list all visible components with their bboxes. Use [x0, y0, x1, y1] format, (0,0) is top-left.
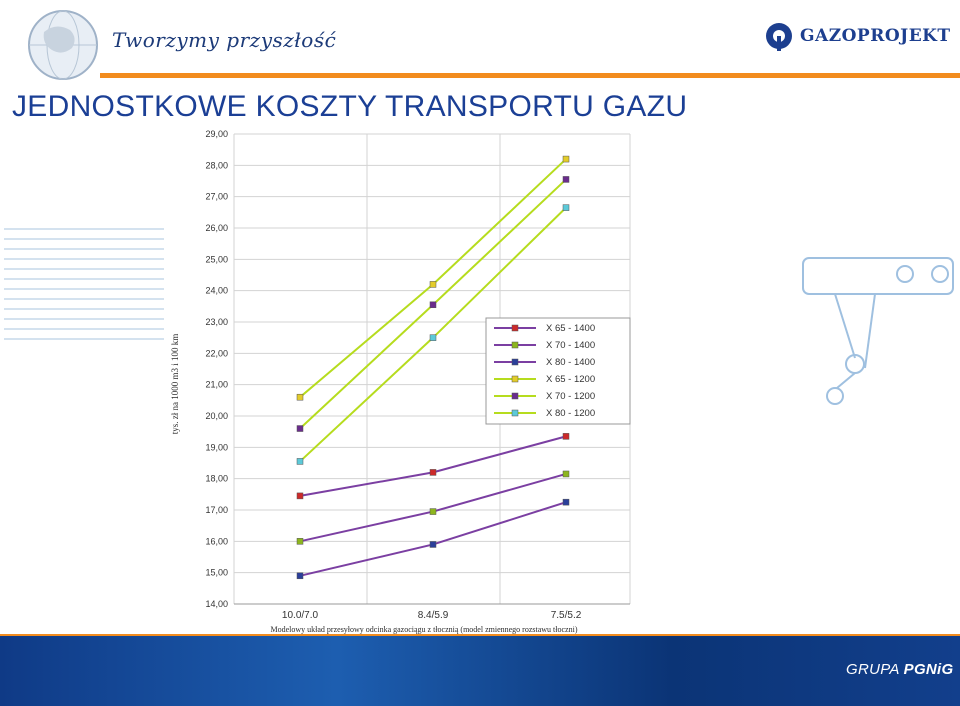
- data-point: [430, 469, 436, 475]
- decorative-stripes: [4, 225, 164, 345]
- y-tick-label: 20,00: [205, 411, 228, 421]
- cost-line-chart: [164, 124, 634, 636]
- y-tick-label: 16,00: [205, 536, 228, 547]
- data-point: [563, 176, 569, 182]
- legend-label: X 80 - 1200: [546, 408, 596, 419]
- data-point: [430, 509, 436, 515]
- data-point: [563, 156, 569, 162]
- data-point: [297, 458, 303, 464]
- legend-label: X 70 - 1200: [546, 391, 596, 402]
- y-tick-label: 17,00: [205, 505, 228, 515]
- series-line: [300, 474, 566, 541]
- gazoprojekt-mark-icon: [764, 19, 794, 53]
- legend-label: X 70 - 1400: [546, 340, 596, 351]
- y-tick-label: 24,00: [205, 285, 228, 296]
- y-tick-label: 14,00: [205, 599, 228, 609]
- data-point: [297, 426, 303, 432]
- chart-legend: [486, 318, 630, 424]
- globe-logo-icon: [26, 8, 100, 82]
- x-tick-label: 10.0/7.0: [281, 610, 319, 621]
- page-title: JEDNOSTKOWE KOSZTY TRANSPORTU GAZU: [12, 90, 688, 123]
- legend-swatch-marker: [512, 359, 518, 365]
- data-point: [297, 493, 303, 499]
- y-tick-label: 19,00: [205, 442, 228, 453]
- gazoprojekt-logo: [764, 18, 951, 54]
- x-axis-ticks: [282, 610, 582, 621]
- header-bar: [0, 0, 960, 80]
- footer-band: [0, 636, 960, 706]
- data-point: [430, 281, 436, 287]
- pgnig-prefix: GRUPA: [846, 661, 904, 678]
- legend-label: X 65 - 1400: [546, 323, 596, 334]
- y-tick-label: 28,00: [205, 160, 228, 171]
- data-point: [297, 573, 303, 579]
- data-point: [430, 302, 436, 308]
- y-axis-ticks: [205, 129, 228, 609]
- slogan-text: Tworzymy przyszłość: [112, 28, 337, 52]
- y-tick-label: 27,00: [205, 191, 228, 202]
- legend-swatch-marker: [512, 410, 518, 416]
- data-point: [430, 541, 436, 547]
- data-point: [563, 499, 569, 505]
- series-line: [300, 436, 566, 496]
- y-tick-label: 21,00: [205, 379, 228, 390]
- brand-name: GAZOPROJEKT: [800, 26, 951, 46]
- pgnig-logo: [846, 661, 953, 678]
- data-point: [430, 335, 436, 341]
- decorative-pipe-drawing: [795, 228, 960, 418]
- legend-swatch-marker: [512, 376, 518, 382]
- legend-label: X 65 - 1200: [546, 374, 596, 385]
- y-tick-label: 25,00: [205, 254, 228, 265]
- y-tick-label: 23,00: [205, 317, 228, 327]
- data-point: [297, 538, 303, 544]
- y-axis-label: tys. zł na 1000 m3 i 100 km: [170, 333, 180, 435]
- y-tick-label: 29,00: [205, 129, 228, 139]
- data-point: [563, 471, 569, 477]
- data-point: [563, 205, 569, 211]
- x-tick-label: 7.5/5.2: [550, 610, 582, 621]
- y-tick-label: 26,00: [205, 223, 228, 233]
- y-tick-label: 15,00: [205, 567, 228, 578]
- pgnig-name: PGNiG: [903, 661, 954, 678]
- legend-swatch-marker: [512, 342, 518, 348]
- y-tick-label: 18,00: [205, 473, 228, 484]
- orange-divider: [100, 73, 960, 78]
- legend-swatch-marker: [512, 325, 518, 331]
- x-axis-label: Modelowy układ przesyłowy odcinka gazociągu z tłocznią (model zmiennego rozstawu tłoczni): [270, 625, 578, 634]
- y-tick-label: 22,00: [205, 348, 228, 359]
- x-tick-label: 8.4/5.9: [417, 610, 449, 621]
- legend-swatch-marker: [512, 393, 518, 399]
- data-point: [297, 394, 303, 400]
- legend-label: X 80 - 1400: [546, 357, 596, 368]
- data-point: [563, 433, 569, 439]
